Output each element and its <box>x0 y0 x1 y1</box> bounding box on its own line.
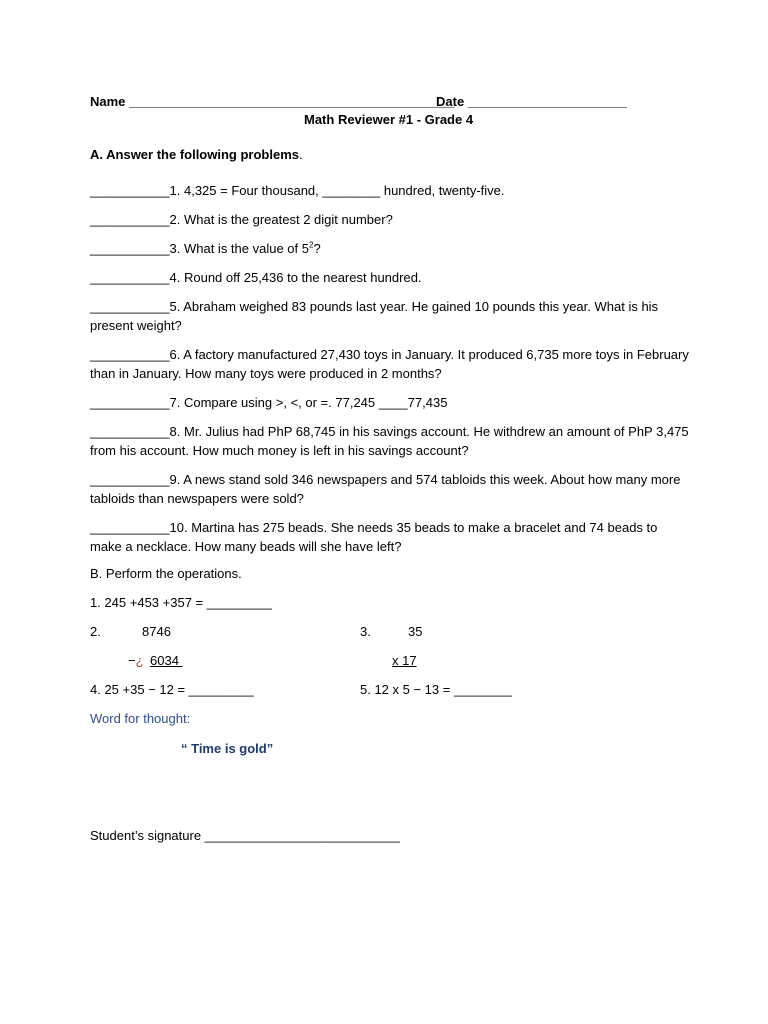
problem-3-bottom: x 17 <box>392 653 417 668</box>
thought-quote: “ Time is gold” <box>181 741 274 756</box>
problem-3-number: 3. <box>360 624 371 639</box>
question-1: ___________1. 4,325 = Four thousand, ________ hundred, twenty-five. <box>90 183 505 198</box>
question-3: ___________3. What is the value of $5^2$? <box>90 240 321 256</box>
signature-line: Student’s signature ___________________________ <box>90 828 400 843</box>
name-field: Name _____________________________________________ <box>90 94 455 109</box>
problem-2-number: 2. <box>90 624 101 639</box>
question-10: ___________10. Martina has 275 beads. She needs 35 beads to make a bracelet and 74 beads to make a necklace. How many beads will she have left? <box>90 520 658 554</box>
problem-2-top: 8746 <box>142 624 171 639</box>
problem-4: 4. 25 +35 − 12 = _________ <box>90 682 254 697</box>
question-6: ___________6. A factory manufactured 27,430 toys in January. It produced 6,735 more toys in February than in January. How many toys were produced in 2 months? <box>90 347 689 381</box>
section-b-heading: B. Perform the operations. <box>90 566 242 581</box>
problem-2-bottom: 6034 <box>150 653 179 668</box>
page-title: Math Reviewer #1 - Grade 4 <box>304 112 474 127</box>
date-field: Date ______________________ <box>436 94 627 109</box>
question-8: ___________8. Mr. Julius had PhP 68,745 in his savings account. He withdrew an amount of PhP 3,475 from his account. How much money is left in his savings account? <box>90 424 689 458</box>
question-4: ___________4. Round off 25,436 to the nearest hundred. <box>90 270 422 285</box>
question-2: ___________2. What is the greatest 2 digit number? <box>90 212 393 227</box>
question-5: ___________5. Abraham weighed 83 pounds last year. He gained 10 pounds this year. What is his present weight? <box>90 299 659 333</box>
question-7: ___________7. Compare using >, <, or =. 77,245 ____77,435 <box>90 395 448 410</box>
question-9: ___________9. A news stand sold 346 newspapers and 574 tabloids this week. About how many more tabloids than newspapers were sold? <box>90 472 681 506</box>
problem-3-top: 35 <box>408 624 423 639</box>
thought-label: Word for thought: <box>90 711 191 726</box>
problem-5: 5. 12 x 5 − 13 = ________ <box>360 682 512 697</box>
problem-2-operator: −¿ <box>128 653 144 668</box>
section-a-heading: A. Answer the following problems. <box>90 147 303 162</box>
problem-1: 1. 245 +453 +357 = _________ <box>90 595 272 610</box>
